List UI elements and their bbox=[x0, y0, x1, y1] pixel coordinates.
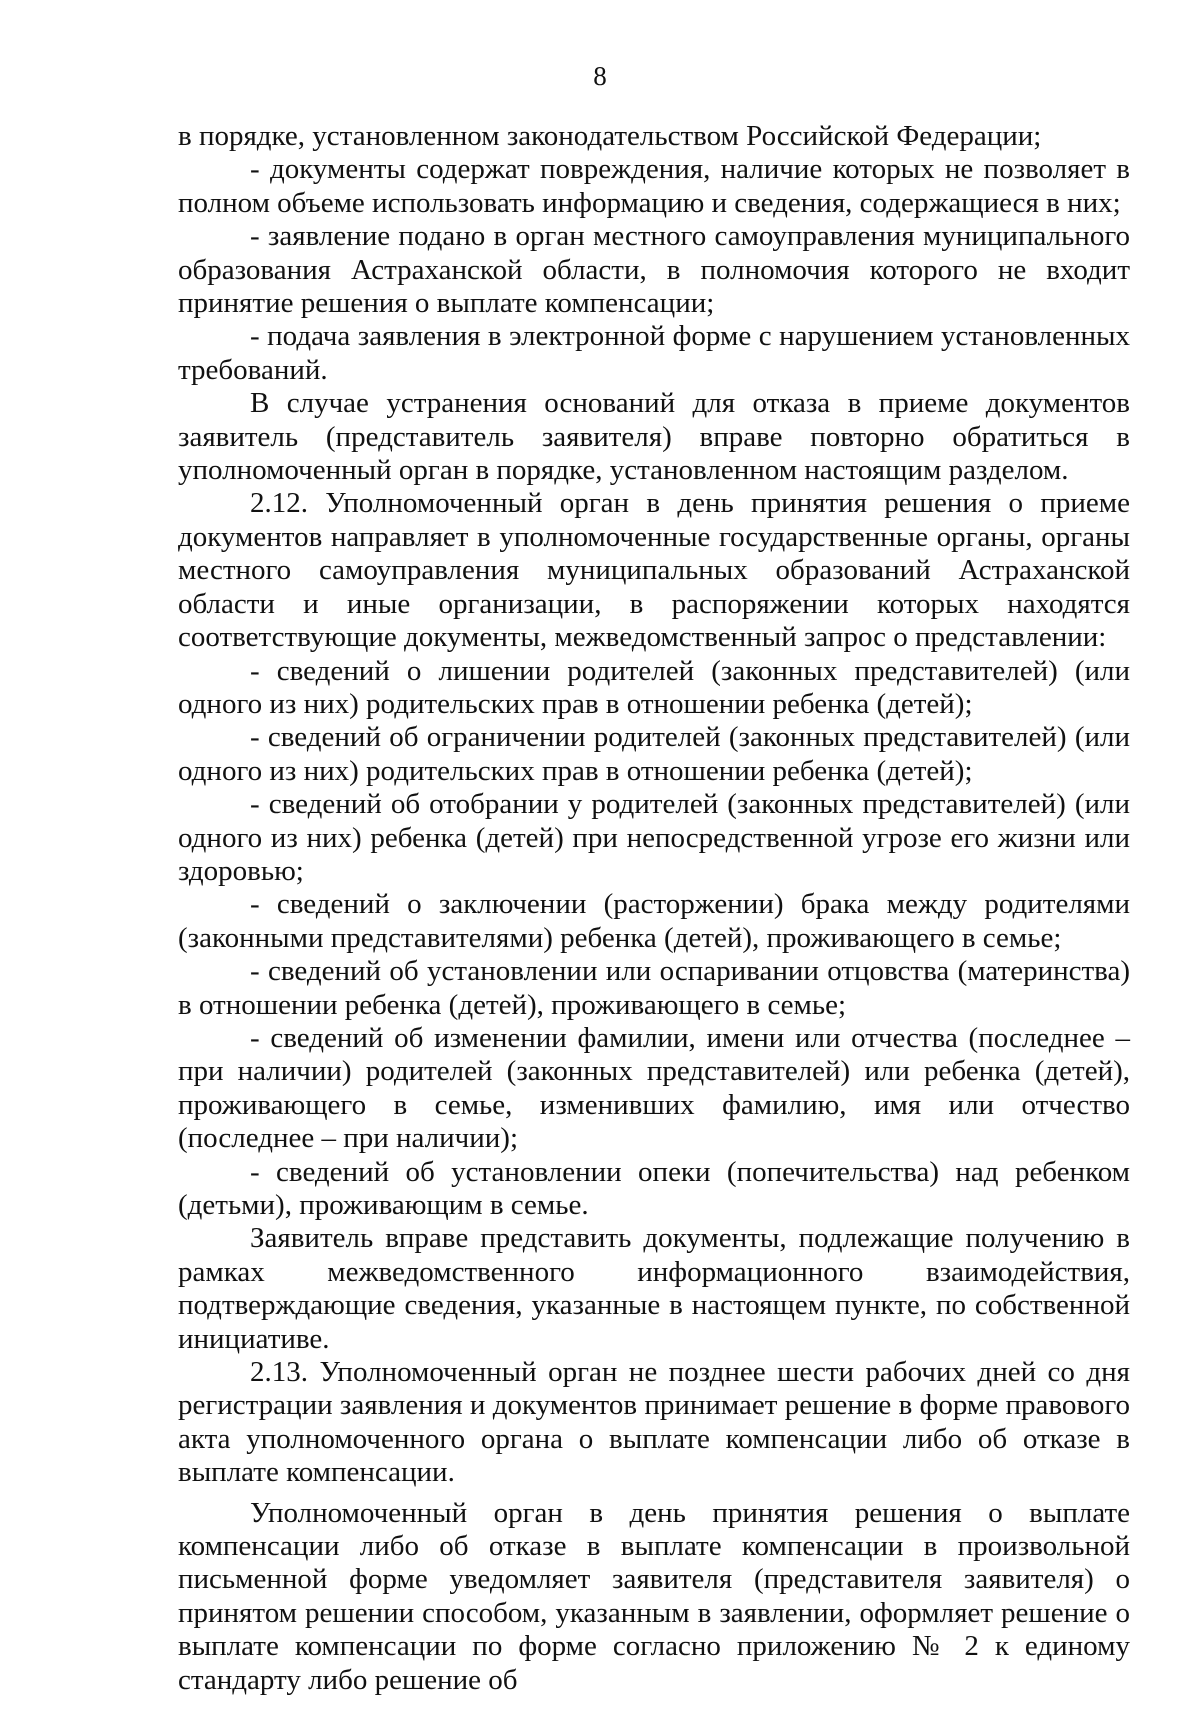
paragraph-2-13: 2.13. Уполномоченный орган не позднее шести рабочих дней со дня регистрации заявления и документов принимает решение в форме правового акта уполномоченного органа о выплате компенсации либо об отказе в выплате компенсации. bbox=[178, 1356, 1130, 1489]
page-number: 8 bbox=[593, 61, 607, 91]
list-item-marriage: - сведений о заключении (расторжении) брака между родителями (законными представителями) ребенка (детей), проживающего в семье; bbox=[178, 888, 1130, 954]
paragraph-notification: Уполномоченный орган в день принятия решения о выплате компенсации либо об отказе в выплате компенсации в произвольной письменной форме уведомляет заявителя (представителя заявителя) о принятом решении способом, указанным в заявлении, оформляет решение о выплате компенсации по форме согласно приложению № 2 к единому стандарту либо решение об bbox=[178, 1496, 1130, 1696]
list-item-paternity: - сведений об установлении или оспаривании отцовства (материнства) в отношении ребенка (детей), проживающего в семье; bbox=[178, 955, 1130, 1021]
paragraph-2-12: 2.12. Уполномоченный орган в день принятия решения о приеме документов направляет в уполномоченные государственные органы, органы местного самоуправления муниципальных образований Астраханской области и иные организации, в распоряжении которых находятся соответствующие документы, межведомственный запрос о представлении: bbox=[178, 487, 1130, 654]
list-item-restriction: - сведений об ограничении родителей (законных представителей) (или одного из них) родительских прав в отношении ребенка (детей); bbox=[178, 721, 1130, 787]
list-item-guardianship: - сведений об установлении опеки (попечительства) над ребенком (детьми), проживающим в семье. bbox=[178, 1155, 1130, 1221]
paragraph-wrong-authority: - заявление подано в орган местного самоуправления муниципального образования Астраханской области, в полномочия которого не входит принятие решения о выплате компенсации; bbox=[178, 220, 1130, 320]
paragraph-own-initiative: Заявитель вправе представить документы, подлежащие получению в рамках межведомственного информационного взаимодействия, подтверждающие сведения, указанные в настоящем пункте, по собственной инициативе. bbox=[178, 1222, 1130, 1355]
paragraph-electronic-form: - подача заявления в электронной форме с нарушением установленных требований. bbox=[178, 320, 1130, 386]
document-body bbox=[178, 120, 1130, 1697]
list-item-name-change: - сведений об изменении фамилии, имени или отчества (последнее – при наличии) родителей (законных представителей) или ребенка (детей), проживающего в семье, изменивших фамилию, имя или отчество (последнее – при наличии); bbox=[178, 1021, 1130, 1155]
paragraph-reapply: В случае устранения оснований для отказа в приеме документов заявитель (представитель заявителя) вправе повторно обратиться в уполномоченный орган в порядке, установленном настоящим разделом. bbox=[178, 387, 1130, 487]
paragraph-continuation: в порядке, установленном законодательством Российской Федерации; bbox=[178, 120, 1042, 152]
list-item-removal: - сведений об отобрании у родителей (законных представителей) (или одного из них) ребенка (детей) при непосредственной угрозе его жизни или здоровью; bbox=[178, 788, 1130, 887]
list-item-deprivation: - сведений о лишении родителей (законных представителей) (или одного из них) родительских прав в отношении ребенка (детей); bbox=[178, 654, 1130, 720]
paragraph-damaged-documents: - документы содержат повреждения, наличие которых не позволяет в полном объеме использовать информацию и сведения, содержащиеся в них; bbox=[178, 153, 1130, 219]
